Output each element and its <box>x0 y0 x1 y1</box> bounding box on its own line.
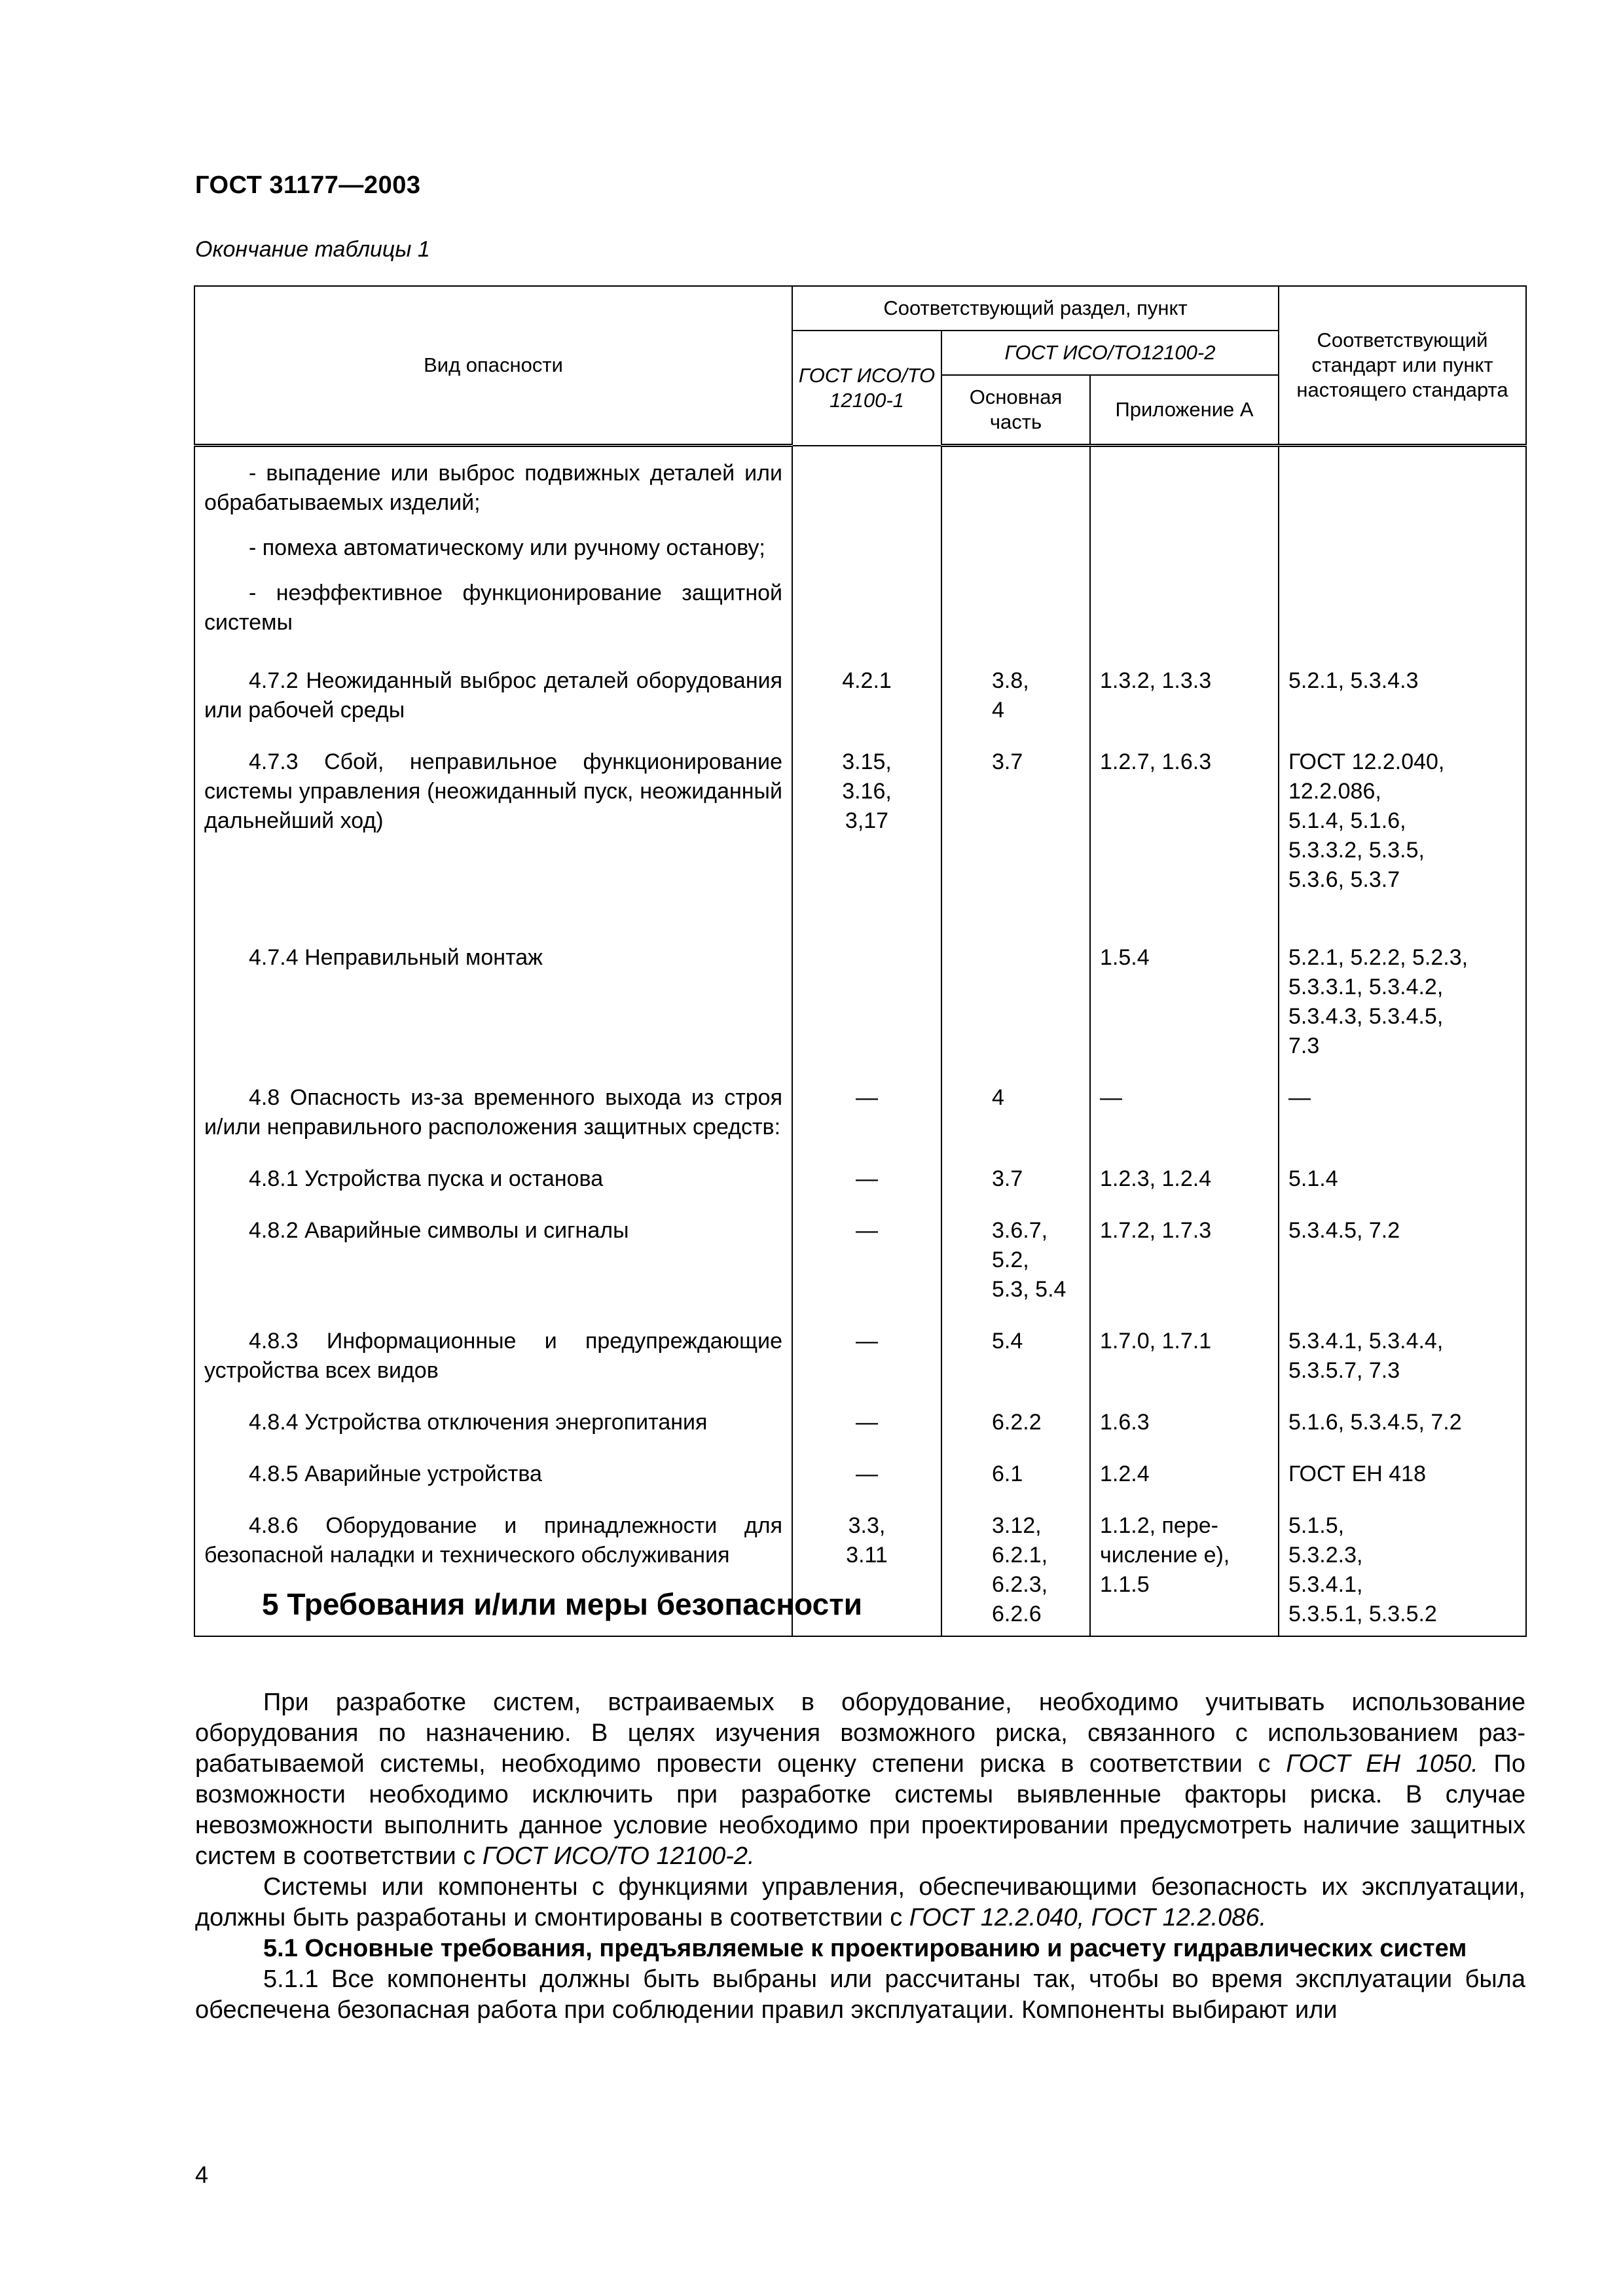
annex-a-cell <box>1090 524 1279 569</box>
gost-12100-1-cell: 4.2.1 <box>792 657 941 738</box>
main-part-cell: 3.12, 6.2.1, 6.2.3, 6.2.6 <box>941 1502 1090 1636</box>
standard-cell: ГОСТ ЕН 418 <box>1279 1450 1526 1502</box>
annex-a-cell: 1.2.7, 1.6.3 <box>1090 738 1279 934</box>
hazard-cell: 4.8.1 Устройства пуска и останова <box>194 1155 792 1207</box>
document-standard-code: ГОСТ 31177—2003 <box>195 171 421 199</box>
table-row <box>194 1450 1526 1502</box>
annex-a-cell: 1.7.2, 1.7.3 <box>1090 1207 1279 1318</box>
hazard-cell: 4.8.2 Аварийные символы и сигналы <box>194 1207 792 1318</box>
gost-12100-1-cell: — <box>792 1450 941 1502</box>
paragraph <box>195 1872 1525 1933</box>
annex-a-cell: 1.2.3, 1.2.4 <box>1090 1155 1279 1207</box>
hazard-cell: 4.8.6 Оборудование и принадлежности для безопасной наладки и технического обслуживания <box>194 1502 792 1636</box>
table-row <box>194 1207 1526 1318</box>
paragraph: 5.1.1 Все компоненты должны быть выбраны или рассчитаны так, чтобы во время эксплуатации была обеспечена безопасная работа при соблюдении правил эксплуатации. Компоненты выбирают или <box>195 1965 1525 2024</box>
main-part-cell: 6.1 <box>941 1450 1090 1502</box>
hazard-cell: 4.8.4 Устройства отключения энергопитания <box>194 1399 792 1450</box>
gost-12100-1-cell: — <box>792 1155 941 1207</box>
gost-12100-1-cell: 3.15, 3.16, 3,17 <box>792 738 941 934</box>
table-row <box>194 934 1526 1074</box>
header-standard: Соответствующий стандарт или пункт настоящего стандарта <box>1279 286 1526 446</box>
header-main-part: Основная часть <box>941 375 1090 446</box>
section-body <box>195 1687 1525 2026</box>
hazard-cell: 4.7.2 Неожиданный выброс деталей оборудования или рабочей среды <box>194 657 792 738</box>
main-part-cell: 3.7 <box>941 738 1090 934</box>
gost-12100-1-cell: — <box>792 1207 941 1318</box>
header-gost-12100-1: ГОСТ ИСО/ТО 12100-1 <box>792 331 941 446</box>
standard-cell: 5.3.4.1, 5.3.4.4, 5.3.5.7, 7.3 <box>1279 1318 1526 1399</box>
paragraph-text: По возможности необходимо исключить при разработке системы выявленные факторы риска. В случае невозможности выполнить данное условие необходимо при проектировании предусмотреть наличие защитных систем в соответствии с <box>195 1750 1525 1870</box>
annex-a-cell: — <box>1090 1074 1279 1155</box>
gost-12100-1-cell: 3.3, 3.11 <box>792 1502 941 1636</box>
hazard-cell: - неэффективное функционирование защитной системы <box>194 569 792 657</box>
standard-cell: 5.1.6, 5.3.4.5, 7.2 <box>1279 1399 1526 1450</box>
hazard-cell: 4.7.4 Неправильный монтаж <box>194 934 792 1074</box>
section-title: 5 Требования и/или меры безопасности <box>262 1587 863 1621</box>
table-row <box>194 524 1526 569</box>
header-section-group: Соответствующий раздел, пункт <box>792 286 1279 331</box>
annex-a-cell <box>1090 569 1279 657</box>
hazard-table <box>194 285 1527 1637</box>
annex-a-cell: 1.1.2, пере- числение е), 1.1.5 <box>1090 1502 1279 1636</box>
annex-a-cell: 1.2.4 <box>1090 1450 1279 1502</box>
hazard-cell: - выпадение или выброс подвижных деталей или обрабатываемых изделий; <box>194 446 792 525</box>
table-row <box>194 1399 1526 1450</box>
hazard-cell: - помеха автоматическому или ручному останову; <box>194 524 792 569</box>
paragraph-text: Системы или компоненты с функциями управления, обеспечивающими безопасность их эксплуатации, должны быть разработаны и смонтированы в соответствии с <box>195 1873 1525 1931</box>
hazard-cell: 4.8.5 Аварийные устройства <box>194 1450 792 1502</box>
reference-link: ГОСТ 12.2.040, ГОСТ 12.2.086. <box>909 1904 1267 1931</box>
annex-a-cell: 1.3.2, 1.3.3 <box>1090 657 1279 738</box>
main-part-cell: 5.4 <box>941 1318 1090 1399</box>
table-row <box>194 1318 1526 1399</box>
reference-link: ГОСТ ЕН 1050. <box>1286 1750 1478 1778</box>
header-gost-12100-2: ГОСТ ИСО/ТО12100-2 <box>941 331 1279 375</box>
table-caption: Окончание таблицы 1 <box>195 237 430 262</box>
annex-a-cell: 1.7.0, 1.7.1 <box>1090 1318 1279 1399</box>
main-part-cell: 3.6.7, 5.2, 5.3, 5.4 <box>941 1207 1090 1318</box>
table-row <box>194 1074 1526 1155</box>
main-part-cell <box>941 569 1090 657</box>
page-number: 4 <box>195 2161 209 2188</box>
standard-cell: 5.3.4.5, 7.2 <box>1279 1207 1526 1318</box>
table-row <box>194 657 1526 738</box>
gost-12100-1-cell <box>792 569 941 657</box>
main-part-cell <box>941 446 1090 525</box>
reference-link: ГОСТ ИСО/ТО 12100-2. <box>482 1842 755 1870</box>
standard-cell <box>1279 524 1526 569</box>
main-part-cell: 4 <box>941 1074 1090 1155</box>
main-part-cell <box>941 524 1090 569</box>
gost-12100-1-cell: — <box>792 1074 941 1155</box>
gost-12100-1-cell <box>792 446 941 525</box>
standard-cell: — <box>1279 1074 1526 1155</box>
standard-cell: 5.1.5, 5.3.2.3, 5.3.4.1, 5.3.5.1, 5.3.5.2 <box>1279 1502 1526 1636</box>
standard-cell: 5.1.4 <box>1279 1155 1526 1207</box>
hazard-cell: 4.8.3 Информационные и предупреждающие устройства всех видов <box>194 1318 792 1399</box>
main-part-cell <box>941 934 1090 1074</box>
table-row <box>194 446 1526 525</box>
table-row <box>194 738 1526 934</box>
paragraph-text: При разработке систем, встраиваемых в оборудование, необходимо учитывать использование оборудования по назначению. В целях изучения возможного риска, связанного с использованием разрабатываемой системы, необходимо провести оценку степени риска в соответствии с <box>195 1689 1525 1778</box>
standard-cell: 5.2.1, 5.2.2, 5.2.3, 5.3.3.1, 5.3.4.2, 5.3.4.3, 5.3.4.5, 7.3 <box>1279 934 1526 1074</box>
standard-cell <box>1279 569 1526 657</box>
main-part-cell: 6.2.2 <box>941 1399 1090 1450</box>
main-part-cell: 3.8, 4 <box>941 657 1090 738</box>
header-hazard-type: Вид опасности <box>194 286 792 446</box>
standard-cell: 5.2.1, 5.3.4.3 <box>1279 657 1526 738</box>
paragraph <box>195 1687 1525 1872</box>
table-row <box>194 569 1526 657</box>
hazard-cell: 4.8 Опасность из-за временного выхода из строя и/или неправильного расположения защитных средств: <box>194 1074 792 1155</box>
hazard-cell: 4.7.3 Сбой, неправильное функционирование системы управления (неожиданный пуск, неожиданный дальнейший ход) <box>194 738 792 934</box>
subsection-heading: 5.1 Основные требования, предъявляемые к проектированию и расчету гидравлических систем <box>263 1935 1467 1962</box>
gost-12100-1-cell <box>792 934 941 1074</box>
table-body <box>194 446 1526 1637</box>
gost-12100-1-cell: — <box>792 1318 941 1399</box>
main-part-cell: 3.7 <box>941 1155 1090 1207</box>
annex-a-cell <box>1090 446 1279 525</box>
standard-cell: ГОСТ 12.2.040, 12.2.086, 5.1.4, 5.1.6, 5.3.3.2, 5.3.5, 5.3.6, 5.3.7 <box>1279 738 1526 934</box>
gost-12100-1-cell: — <box>792 1399 941 1450</box>
standard-cell <box>1279 446 1526 525</box>
annex-a-cell: 1.6.3 <box>1090 1399 1279 1450</box>
annex-a-cell: 1.5.4 <box>1090 934 1279 1074</box>
header-annex-a: Приложение А <box>1090 375 1279 446</box>
table-row <box>194 1155 1526 1207</box>
gost-12100-1-cell <box>792 524 941 569</box>
